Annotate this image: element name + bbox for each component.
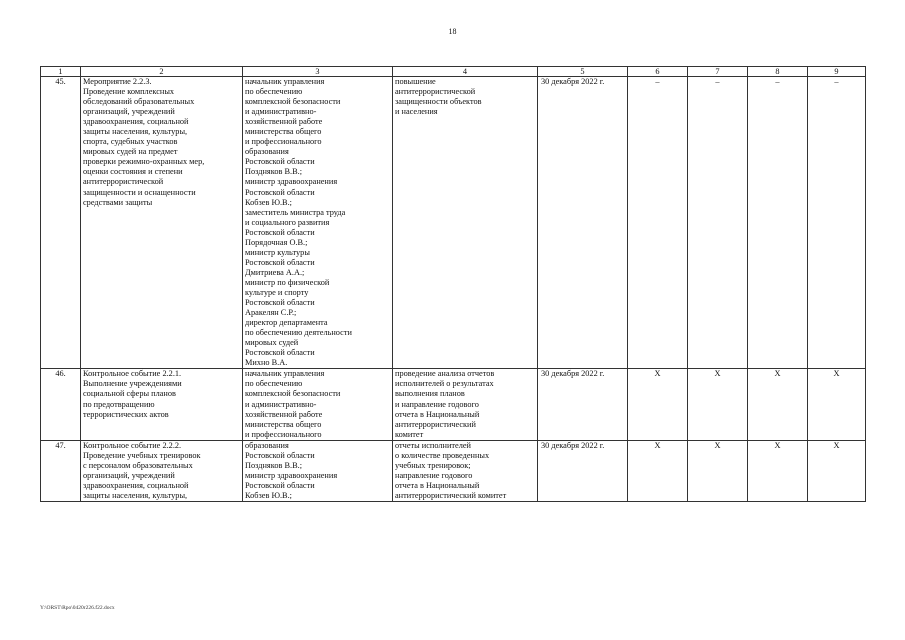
responsible-cell-line: комплексной безопасности — [245, 97, 341, 107]
responsible-cell-line: Поздняков В.В.; — [245, 460, 303, 470]
responsible-cell-line: Ростовской области — [245, 450, 315, 460]
responsible-cell — [243, 440, 393, 501]
result-cell-line: повышение — [395, 77, 436, 86]
event-cell-line: террористических актов — [83, 409, 169, 419]
responsible-cell-line: хозяйственной работе — [245, 117, 323, 127]
responsible-cell-line: и социального развития — [245, 217, 330, 227]
event-cell — [81, 77, 243, 369]
event-cell-line: защиты населения, культуры, — [83, 490, 188, 500]
responsible-cell-line: по обеспечению — [245, 379, 303, 389]
responsible-cell-line: и административно- — [245, 107, 317, 117]
responsible-cell-line: Ростовской области — [245, 227, 315, 237]
event-cell-line: спорта, судебных участков — [83, 137, 178, 147]
event-cell-line: Мероприятие 2.2.3. — [83, 77, 152, 86]
deadline-cell: 30 декабря 2022 г. — [538, 77, 628, 369]
column-number: 5 — [538, 67, 628, 77]
result-cell-line: антитеррористический комитет — [395, 490, 507, 500]
responsible-cell-line: министр здравоохранения — [245, 470, 338, 480]
responsible-cell-line: культуре и спорту — [245, 287, 309, 297]
responsible-cell-line: Кобзев Ю.В.; — [245, 197, 292, 207]
column-number: 1 — [41, 67, 81, 77]
responsible-cell-line: Ростовской области — [245, 257, 315, 267]
column-8-cell: X — [748, 369, 808, 440]
result-cell-line: и населения — [395, 107, 438, 117]
event-cell — [81, 369, 243, 440]
responsible-cell-line: Ростовской области — [245, 348, 315, 358]
column-8-cell: – — [748, 77, 808, 369]
responsible-cell-line: хозяйственной работе — [245, 409, 323, 419]
result-cell-line: проведение анализа отчетов — [395, 369, 495, 379]
result-cell — [393, 440, 538, 501]
event-cell-line: защиты населения, культуры, — [83, 127, 188, 137]
column-6-cell: X — [628, 369, 688, 440]
result-cell-line: о количестве проведенных — [395, 450, 490, 460]
event-cell-line: социальной сферы планов — [83, 389, 176, 399]
responsible-cell-line: Кобзев Ю.В.; — [245, 490, 292, 500]
responsible-cell-line: образования — [245, 440, 289, 450]
responsible-cell-line: Ростовской области — [245, 157, 315, 167]
responsible-cell-line: Ростовской области — [245, 298, 315, 308]
responsible-cell-line: по обеспечению — [245, 87, 303, 97]
responsible-cell-line: начальник управления — [245, 369, 325, 379]
row-number: 46. — [41, 369, 81, 440]
result-cell-line: и направление годового — [395, 399, 479, 409]
event-cell-line: здравоохранения, социальной — [83, 117, 189, 127]
column-7-cell: X — [688, 440, 748, 501]
column-9-cell: – — [808, 77, 866, 369]
responsible-cell-line: министерства общего — [245, 127, 322, 137]
table-row — [41, 440, 866, 501]
responsible-cell — [243, 369, 393, 440]
event-cell-line: Контрольное событие 2.2.2. — [83, 440, 182, 450]
column-number: 3 — [243, 67, 393, 77]
result-cell-line: исполнителей о результатах — [395, 379, 494, 389]
responsible-cell — [243, 77, 393, 369]
row-number: 47. — [41, 440, 81, 501]
column-number-row — [41, 67, 866, 77]
responsible-cell-line: и административно- — [245, 399, 317, 409]
footer-file-path: Y:\ORST\Rpo\0420r226.f22.docx — [40, 605, 115, 611]
event-cell-line: защищенности и оснащенности — [83, 187, 196, 197]
event-cell-line: организаций, учреждений — [83, 107, 175, 117]
event-cell-line: антитеррористической — [83, 177, 164, 187]
column-number: 8 — [748, 67, 808, 77]
responsible-cell-line: по обеспечению деятельности — [245, 328, 352, 338]
event-cell-line: Проведение комплексных — [83, 87, 175, 97]
event-cell-line: средствами защиты — [83, 197, 153, 207]
responsible-cell-line: Поздняков В.В.; — [245, 167, 303, 177]
responsible-cell-line: директор департамента — [245, 318, 328, 328]
responsible-cell-line: заместитель министра труда — [245, 207, 346, 217]
result-cell-line: защищенности объектов — [395, 97, 482, 107]
result-cell-line: направление годового — [395, 470, 473, 480]
responsible-cell-line: Порядочная О.В.; — [245, 237, 308, 247]
result-cell-line: выполнения планов — [395, 389, 465, 399]
result-cell — [393, 369, 538, 440]
responsible-cell-line: Ростовской области — [245, 187, 315, 197]
responsible-cell-line: начальник управления — [245, 77, 325, 86]
table-row — [41, 77, 866, 369]
event-cell-line: обследований образовательных — [83, 97, 195, 107]
event-cell-line: Проведение учебных тренировок — [83, 450, 201, 460]
result-cell-line: отчета в Национальный — [395, 409, 480, 419]
column-9-cell: X — [808, 369, 866, 440]
deadline-cell: 30 декабря 2022 г. — [538, 440, 628, 501]
column-9-cell: X — [808, 440, 866, 501]
event-cell — [81, 440, 243, 501]
responsible-cell-line: и профессионального — [245, 137, 322, 147]
column-8-cell: X — [748, 440, 808, 501]
column-number: 4 — [393, 67, 538, 77]
responsible-cell-line: министерства общего — [245, 419, 322, 429]
result-cell-line: комитет — [395, 429, 424, 439]
column-number: 7 — [688, 67, 748, 77]
event-cell-line: мировых судей на предмет — [83, 147, 178, 157]
event-cell-line: Контрольное событие 2.2.1. — [83, 369, 182, 379]
event-cell-line: с персоналом образовательных — [83, 460, 193, 470]
result-cell-line: отчеты исполнителей — [395, 440, 471, 450]
responsible-cell-line: мировых судей — [245, 338, 299, 348]
result-cell-line: антитеррористической — [395, 87, 476, 97]
responsible-cell-line: комплексной безопасности — [245, 389, 341, 399]
responsible-cell-line: министр культуры — [245, 247, 310, 257]
deadline-cell: 30 декабря 2022 г. — [538, 369, 628, 440]
event-cell-line: организаций, учреждений — [83, 470, 175, 480]
responsible-cell-line: Дмитриева А.А.; — [245, 267, 305, 277]
responsible-cell-line: министр по физической — [245, 277, 330, 287]
row-number: 45. — [41, 77, 81, 369]
responsible-cell-line: министр здравоохранения — [245, 177, 338, 187]
result-cell — [393, 77, 538, 369]
column-number: 6 — [628, 67, 688, 77]
column-number: 9 — [808, 67, 866, 77]
column-7-cell: – — [688, 77, 748, 369]
page-number: 18 — [448, 27, 457, 36]
event-cell-line: оценки состояния и степени — [83, 167, 183, 177]
event-cell-line: здравоохранения, социальной — [83, 480, 189, 490]
table-row — [41, 369, 866, 440]
column-number: 2 — [81, 67, 243, 77]
responsible-cell-line: и профессионального — [245, 429, 322, 439]
responsible-cell-line: образования — [245, 147, 289, 157]
result-cell-line: отчета в Национальный — [395, 480, 480, 490]
event-cell-line: проверки режимно-охранных мер, — [83, 157, 205, 167]
result-cell-line: учебных тренировок; — [395, 460, 471, 470]
event-cell-line: Выполнение учреждениями — [83, 379, 182, 389]
column-6-cell: X — [628, 440, 688, 501]
responsible-cell-line: Ростовской области — [245, 480, 315, 490]
result-cell-line: антитеррористический — [395, 419, 476, 429]
activities-table — [40, 66, 866, 502]
column-6-cell: – — [628, 77, 688, 369]
responsible-cell-line: Михно В.А. — [245, 358, 288, 368]
responsible-cell-line: Аракелян С.Р.; — [245, 308, 297, 318]
column-7-cell: X — [688, 369, 748, 440]
event-cell-line: по предотвращению — [83, 399, 155, 409]
